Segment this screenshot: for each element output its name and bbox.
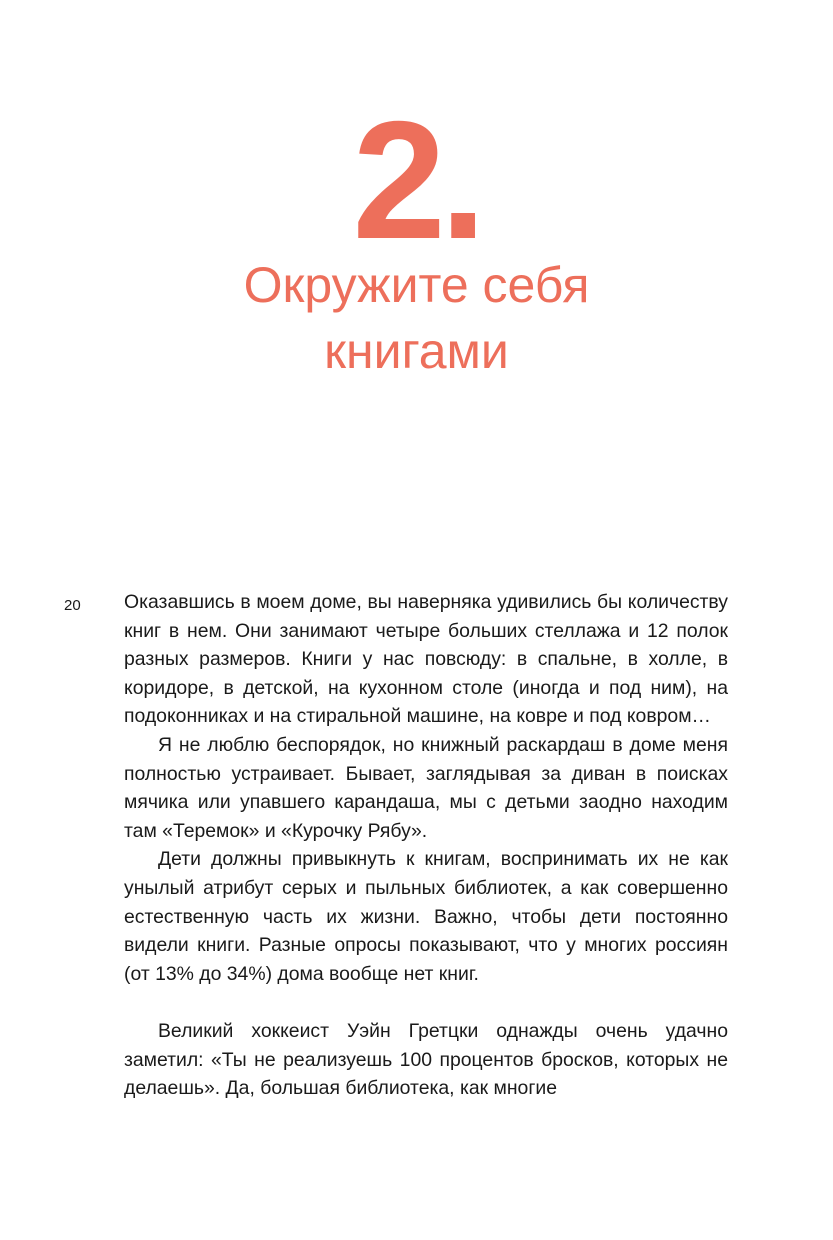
chapter-title-line-1: Окружите себя — [243, 257, 590, 313]
chapter-title — [0, 252, 833, 384]
page-number: 20 — [64, 597, 81, 614]
paragraph-1: Оказавшись в моем доме, вы наверняка удивились бы количеству книг в нем. Они занимают четыре больших стеллажа и 12 полок разных размеров. Книги у нас повсюду: в спальне, в холле, в коридоре, в детской, на кухонном столе (иногда и под ним), на подоконниках и на стиральной машине, на ковре и под ковром… — [124, 591, 728, 728]
paragraph-3: Дети должны привыкнуть к книгам, воспринимать их не как унылый атрибут серых и пыльных библиотек, а как совершенно естественную часть их жизни. Важно, чтобы дети постоянно видели книги. Разные опросы показывают, что у многих россиян (от 13% до 34%) дома вообще нет книг. — [124, 848, 728, 985]
chapter-title-line-2: книгами — [324, 323, 509, 379]
body-text — [124, 588, 728, 1103]
chapter-number: 2. — [352, 86, 481, 274]
paragraph-2: Я не люблю беспорядок, но книжный раскардаш в доме меня полностью устраивает. Бывает, заглядывая за диван в поисках мячика или упавшего карандаша, мы с детьми заодно находим там «Теремок» и «Курочку Рябу». — [124, 733, 728, 842]
paragraph-4: Великий хоккеист Уэйн Гретцки однажды очень удачно заметил: «Ты не реализуешь 100 процентов бросков, которых не делаешь». Да, большая библиотека, как многие — [124, 1019, 728, 1100]
